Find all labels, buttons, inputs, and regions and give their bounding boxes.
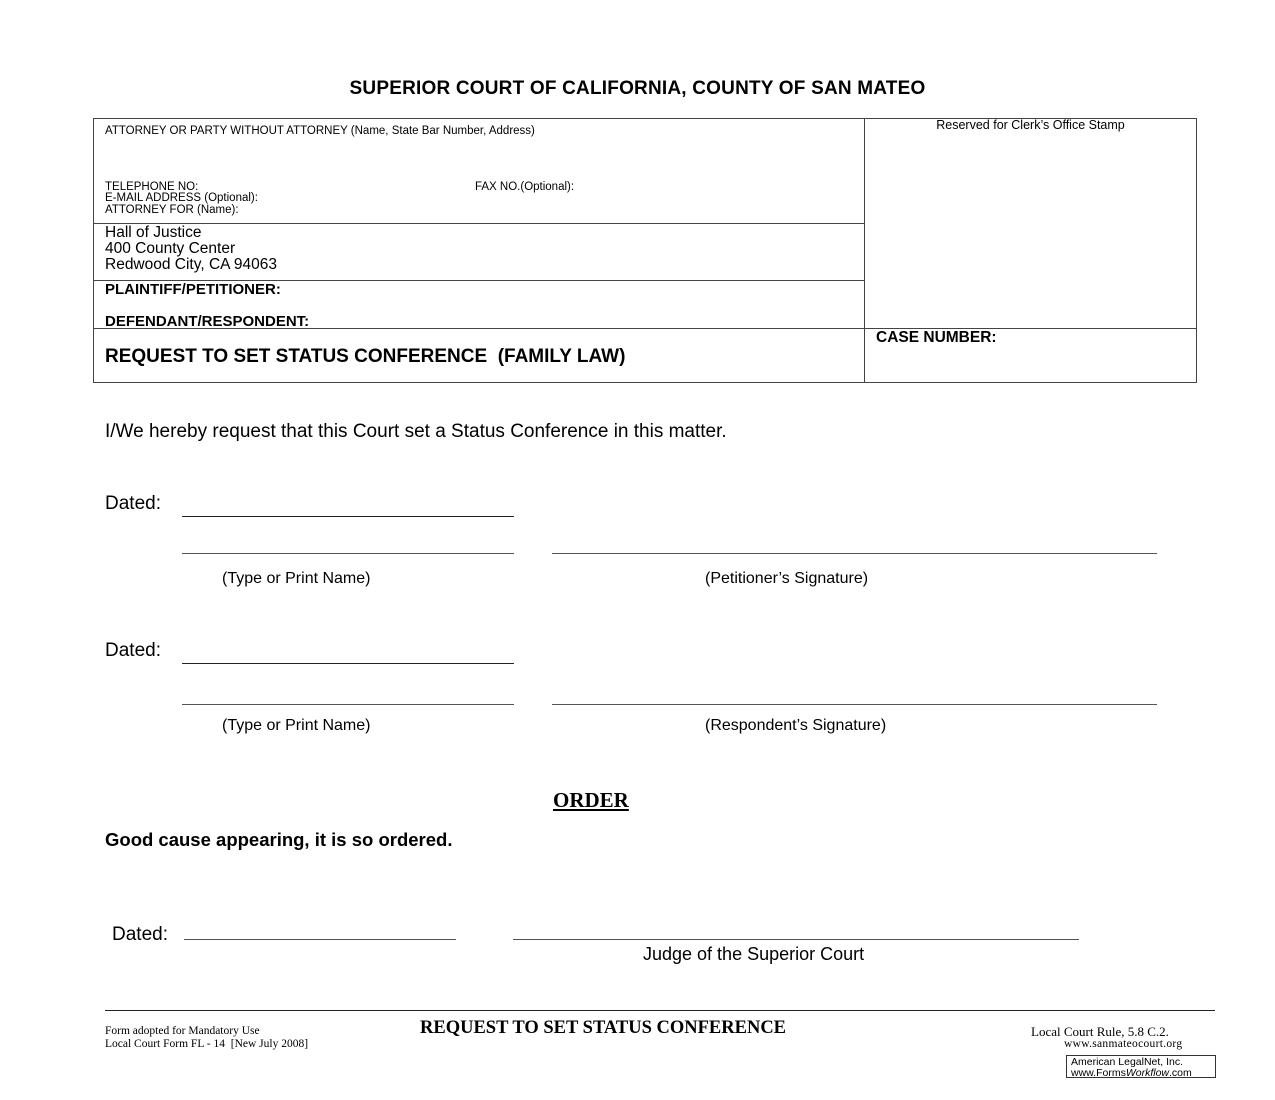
court-address-line-3: Redwood City, CA 94063 xyxy=(105,256,278,273)
court-title: SUPERIOR COURT OF CALIFORNIA, COUNTY OF SAN MATEO xyxy=(349,78,926,99)
respondent-name-caption: (Type or Print Name) xyxy=(222,717,371,734)
order-dated-label: Dated: xyxy=(112,924,168,945)
order-heading: ORDER xyxy=(553,788,629,812)
footer-adopted-line-1: Form adopted for Mandatory Use xyxy=(105,1025,260,1037)
respondent-name-field[interactable] xyxy=(182,704,514,705)
footer-website[interactable]: www.sanmateocourt.org xyxy=(1064,1038,1183,1050)
legalnet-url-suffix: .com xyxy=(1169,1066,1192,1079)
attorney-label: ATTORNEY OR PARTY WITHOUT ATTORNEY (Name, State Bar Number, Address) xyxy=(105,125,535,137)
telephone-label: TELEPHONE NO: xyxy=(105,181,199,193)
fax-label: FAX NO.(Optional): xyxy=(475,181,575,193)
footer-title: REQUEST TO SET STATUS CONFERENCE xyxy=(420,1018,787,1038)
order-text: Good cause appearing, it is so ordered. xyxy=(105,829,453,850)
footer-rule-reference: Local Court Rule, 5.8 C.2. xyxy=(1031,1024,1169,1039)
petitioner-date-field[interactable] xyxy=(182,516,514,517)
respondent-dated-label: Dated: xyxy=(105,640,161,661)
case-number-label: CASE NUMBER: xyxy=(876,329,997,346)
petitioner-dated-label: Dated: xyxy=(105,493,161,514)
judge-caption: Judge of the Superior Court xyxy=(643,944,865,964)
caption-divider-vertical xyxy=(864,118,865,383)
court-address-line-2: 400 County Center xyxy=(105,240,236,257)
clerk-stamp-label: Reserved for Clerk’s Office Stamp xyxy=(936,118,1125,132)
legalnet-url-italic: Workflow xyxy=(1125,1066,1170,1079)
legalnet-line-2[interactable] xyxy=(1071,1068,1211,1079)
order-date-field[interactable] xyxy=(184,939,456,940)
footer-adopted-line-2: Local Court Form FL - 14 [New July 2008] xyxy=(105,1038,309,1050)
form-title: REQUEST TO SET STATUS CONFERENCE (FAMILY LAW) xyxy=(105,346,626,367)
caption-divider-attorney xyxy=(93,223,864,224)
respondent-date-field[interactable] xyxy=(182,663,514,664)
attorney-for-label: ATTORNEY FOR (Name): xyxy=(105,204,239,216)
petitioner-name-field[interactable] xyxy=(182,553,514,554)
request-text: I/We hereby request that this Court set a Status Conference in this matter. xyxy=(105,421,727,442)
judge-signature-field[interactable] xyxy=(513,939,1079,940)
respondent-signature-field[interactable] xyxy=(552,704,1157,705)
footer-rule xyxy=(105,1010,1215,1011)
petitioner-signature-field[interactable] xyxy=(552,553,1157,554)
legalnet-url-prefix: www.Forms xyxy=(1071,1066,1126,1079)
respondent-signature-caption: (Respondent’s Signature) xyxy=(705,717,887,734)
court-address-line-1: Hall of Justice xyxy=(105,224,202,241)
caption-box xyxy=(93,118,1197,383)
plaintiff-label: PLAINTIFF/PETITIONER: xyxy=(105,281,281,298)
email-label: E-MAIL ADDRESS (Optional): xyxy=(105,192,258,204)
petitioner-name-caption: (Type or Print Name) xyxy=(222,570,371,587)
legalnet-line-1: American LegalNet, Inc. xyxy=(1071,1056,1184,1068)
defendant-label: DEFENDANT/RESPONDENT: xyxy=(105,313,310,330)
petitioner-signature-caption: (Petitioner’s Signature) xyxy=(705,570,869,587)
legalnet-badge xyxy=(1066,1055,1216,1078)
